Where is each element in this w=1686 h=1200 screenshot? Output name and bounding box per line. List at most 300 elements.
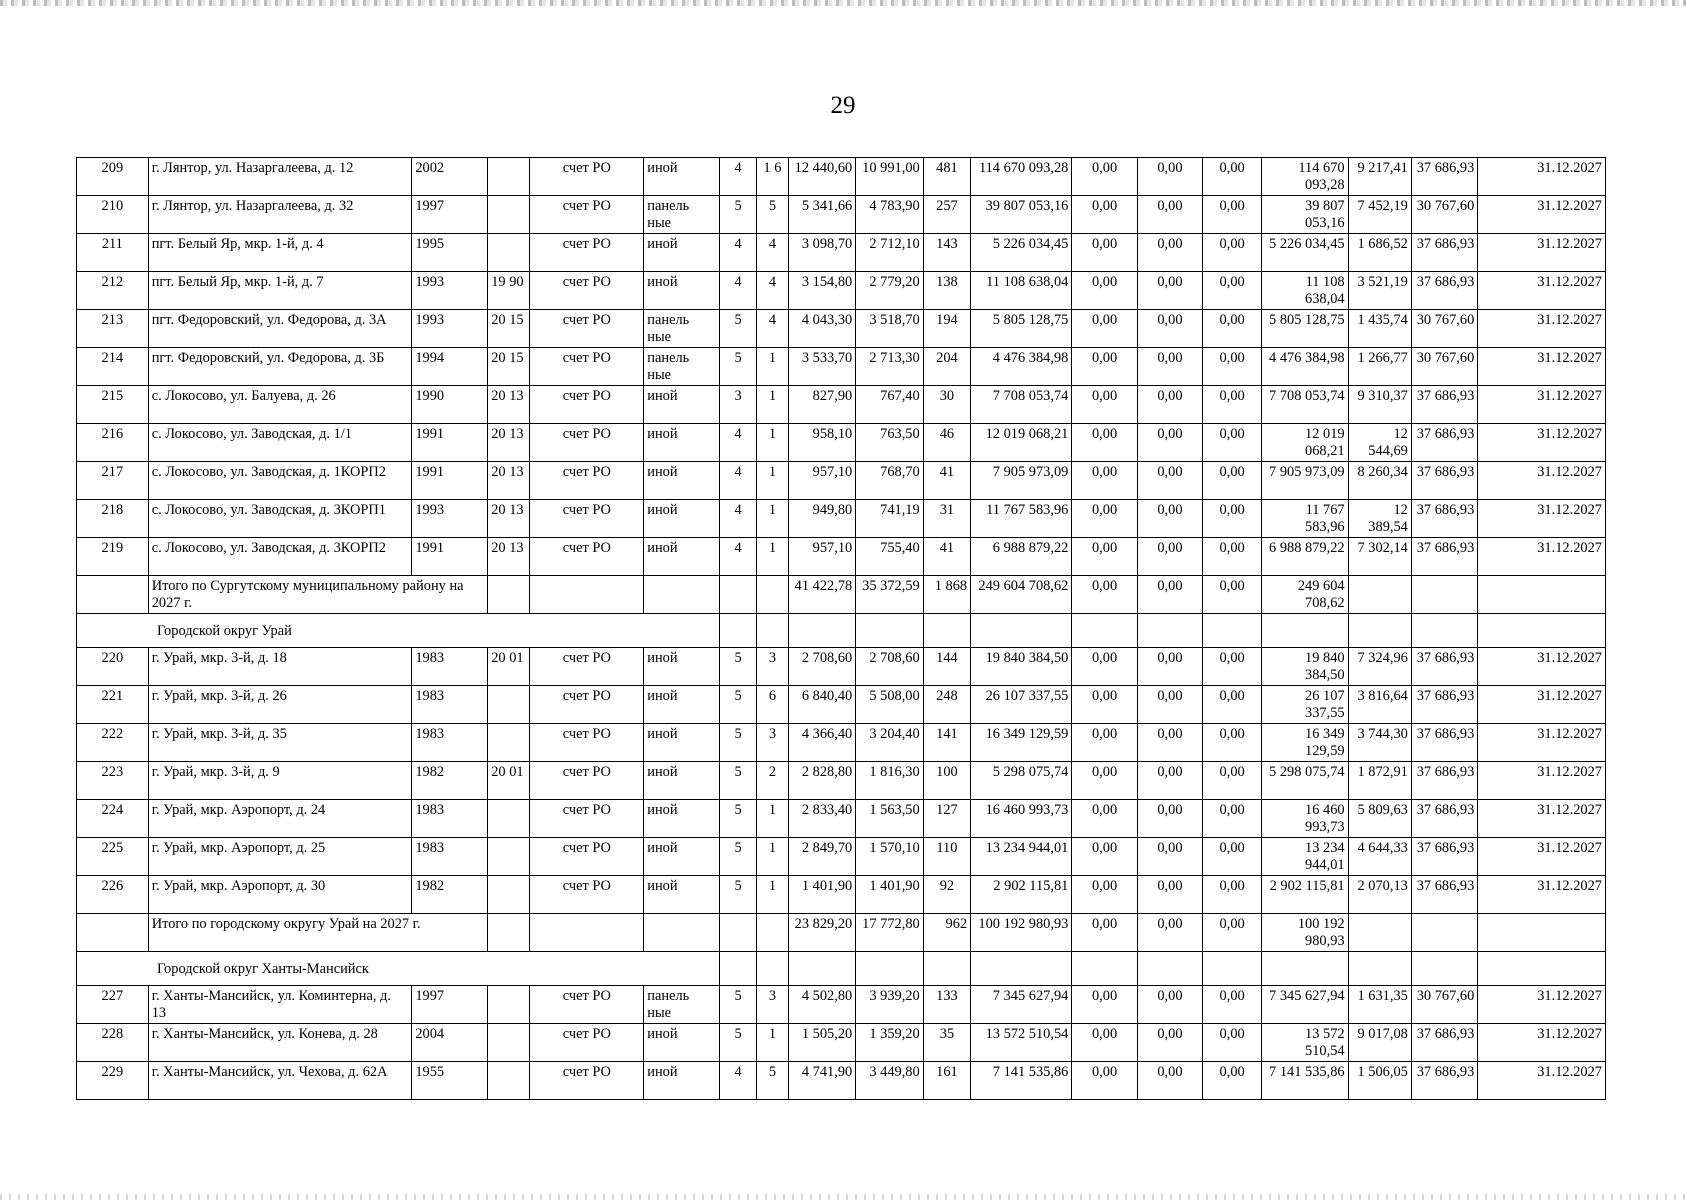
last-repair-year-cell (488, 234, 530, 272)
empty-cell (757, 952, 789, 986)
living-area-cell: 3 449,80 (856, 1062, 923, 1100)
last-repair-year-cell (488, 196, 530, 234)
max-unit-cost-cell: 37 686,93 (1411, 1024, 1477, 1062)
row-number: 229 (77, 1062, 149, 1100)
address-cell: г. Ханты-Мансийск, ул. Конева, д. 28 (148, 1024, 412, 1062)
max-unit-cost-cell: 37 686,93 (1411, 462, 1477, 500)
cost-cell: 0,00 (1137, 1062, 1202, 1100)
entrances-cell: 4 (757, 272, 789, 310)
row-number: 226 (77, 876, 149, 914)
deadline-cell: 31.12.2027 (1478, 386, 1606, 424)
empty-cell (530, 914, 644, 952)
wall-material-cell: иной (644, 838, 720, 876)
entrances-cell: 1 (757, 800, 789, 838)
residents-cell: 110 (923, 838, 970, 876)
commission-year-cell: 1995 (412, 234, 488, 272)
cost-cell: 0,00 (1072, 348, 1137, 386)
fund-method-cell: счет РО (530, 648, 644, 686)
deadline-cell: 31.12.2027 (1478, 1024, 1606, 1062)
empty-cell (1262, 952, 1348, 986)
table-row (77, 1024, 1606, 1062)
owner-fund-cost-cell: 16 349 129,59 (1262, 724, 1348, 762)
empty-cell (1137, 952, 1202, 986)
entrances-cell: 1 (757, 876, 789, 914)
row-number: 210 (77, 196, 149, 234)
max-unit-cost-cell: 37 686,93 (1411, 1062, 1477, 1100)
commission-year-cell: 1991 (412, 462, 488, 500)
table-row (77, 386, 1606, 424)
total-area-cell: 1 401,90 (788, 876, 855, 914)
cost-cell: 0,00 (1203, 272, 1262, 310)
owner-fund-cost-cell: 26 107 337,55 (1262, 686, 1348, 724)
wall-material-cell: иной (644, 762, 720, 800)
cost-cell: 0,00 (1203, 1024, 1262, 1062)
row-number: 215 (77, 386, 149, 424)
total-cost-cell: 11 767 583,96 (971, 500, 1072, 538)
address-cell: пгт. Белый Яр, мкр. 1-й, д. 7 (148, 272, 412, 310)
owner-fund-cost-cell: 5 805 128,75 (1262, 310, 1348, 348)
row-number: 216 (77, 424, 149, 462)
empty-cell (720, 952, 757, 986)
unit-cost-cell: 9 310,37 (1348, 386, 1411, 424)
cost-cell: 0,00 (1137, 272, 1202, 310)
deadline-cell: 31.12.2027 (1478, 348, 1606, 386)
cost-cell: 0,00 (1072, 1062, 1137, 1100)
wall-material-cell: иной (644, 386, 720, 424)
address-cell: г. Урай, мкр. Аэропорт, д. 25 (148, 838, 412, 876)
wall-material-cell: иной (644, 876, 720, 914)
owner-fund-cost-cell: 7 345 627,94 (1262, 986, 1348, 1024)
wall-material-cell: иной (644, 648, 720, 686)
wall-material-cell: иной (644, 800, 720, 838)
section-header-row (77, 952, 1606, 986)
empty-cell (1411, 914, 1477, 952)
total-area-cell: 949,80 (788, 500, 855, 538)
deadline-cell: 31.12.2027 (1478, 234, 1606, 272)
commission-year-cell: 1982 (412, 876, 488, 914)
commission-year-cell: 1994 (412, 348, 488, 386)
residents-cell: 41 (923, 538, 970, 576)
living-area-cell: 10 991,00 (856, 158, 923, 196)
last-repair-year-cell: 20 15 (488, 348, 530, 386)
cost-cell: 0,00 (1072, 762, 1137, 800)
wall-material-cell: иной (644, 158, 720, 196)
cost-cell: 0,00 (1203, 310, 1262, 348)
subtotal-label: Итого по Сургутскому муниципальному району на 2027 г. (148, 576, 488, 614)
residents-cell: 481 (923, 158, 970, 196)
cost-cell: 0,00 (1203, 838, 1262, 876)
row-number: 228 (77, 1024, 149, 1062)
fund-method-cell: счет РО (530, 686, 644, 724)
commission-year-cell: 1983 (412, 686, 488, 724)
total-cost-cell: 7 345 627,94 (971, 986, 1072, 1024)
cost-cell: 0,00 (1072, 686, 1137, 724)
table-row (77, 648, 1606, 686)
total-cost-cell: 11 108 638,04 (971, 272, 1072, 310)
unit-cost-cell: 3 521,19 (1348, 272, 1411, 310)
floors-cell: 5 (720, 1024, 757, 1062)
fund-method-cell: счет РО (530, 196, 644, 234)
subtotal-row (77, 576, 1606, 614)
housing-repair-register-table (76, 157, 1606, 1100)
max-unit-cost-cell: 37 686,93 (1411, 500, 1477, 538)
wall-material-cell: иной (644, 462, 720, 500)
residents-cell: 100 (923, 762, 970, 800)
subtotal-row (77, 914, 1606, 952)
commission-year-cell: 1955 (412, 1062, 488, 1100)
table-row (77, 272, 1606, 310)
table-row (77, 310, 1606, 348)
address-cell: г. Урай, мкр. Аэропорт, д. 24 (148, 800, 412, 838)
commission-year-cell: 1991 (412, 538, 488, 576)
cost-cell: 0,00 (1072, 1024, 1137, 1062)
living-area-cell: 3 204,40 (856, 724, 923, 762)
deadline-cell: 31.12.2027 (1478, 986, 1606, 1024)
empty-cell (971, 952, 1072, 986)
deadline-cell: 31.12.2027 (1478, 762, 1606, 800)
table-row (77, 800, 1606, 838)
deadline-cell: 31.12.2027 (1478, 1062, 1606, 1100)
empty-cell (856, 614, 923, 648)
total-cost-cell: 26 107 337,55 (971, 686, 1072, 724)
last-repair-year-cell: 20 13 (488, 462, 530, 500)
wall-material-cell: иной (644, 500, 720, 538)
floors-cell: 3 (720, 386, 757, 424)
empty-cell (77, 914, 149, 952)
total-area-cell: 12 440,60 (788, 158, 855, 196)
cost-cell: 0,00 (1072, 462, 1137, 500)
empty-cell (488, 576, 530, 614)
fund-method-cell: счет РО (530, 424, 644, 462)
floors-cell: 4 (720, 1062, 757, 1100)
total-cost-cell: 39 807 053,16 (971, 196, 1072, 234)
total-area-cell: 2 849,70 (788, 838, 855, 876)
cost-cell: 0,00 (1203, 686, 1262, 724)
empty-cell (720, 914, 757, 952)
max-unit-cost-cell: 37 686,93 (1411, 648, 1477, 686)
entrances-cell: 3 (757, 724, 789, 762)
wall-material-cell: иной (644, 272, 720, 310)
total-cost-cell: 7 905 973,09 (971, 462, 1072, 500)
empty-cell (530, 576, 644, 614)
cost-cell: 0,00 (1203, 386, 1262, 424)
last-repair-year-cell (488, 1062, 530, 1100)
row-number: 220 (77, 648, 149, 686)
cost-cell: 0,00 (1072, 876, 1137, 914)
empty-cell (757, 914, 789, 952)
fund-method-cell: счет РО (530, 538, 644, 576)
living-area-cell: 1 401,90 (856, 876, 923, 914)
owner-fund-cost-cell: 7 708 053,74 (1262, 386, 1348, 424)
empty-cell (1072, 952, 1137, 986)
empty-cell (1203, 952, 1262, 986)
last-repair-year-cell: 20 13 (488, 538, 530, 576)
deadline-cell: 31.12.2027 (1478, 876, 1606, 914)
address-cell: г. Лянтор, ул. Назаргалеева, д. 12 (148, 158, 412, 196)
empty-cell (1411, 614, 1477, 648)
fund-method-cell: счет РО (530, 462, 644, 500)
unit-cost-cell: 8 260,34 (1348, 462, 1411, 500)
living-area-cell: 3 518,70 (856, 310, 923, 348)
commission-year-cell: 1993 (412, 272, 488, 310)
unit-cost-cell: 9 017,08 (1348, 1024, 1411, 1062)
max-unit-cost-cell: 37 686,93 (1411, 686, 1477, 724)
unit-cost-cell: 12 544,69 (1348, 424, 1411, 462)
entrances-cell: 1 6 (757, 158, 789, 196)
unit-cost-cell: 3 816,64 (1348, 686, 1411, 724)
entrances-cell: 5 (757, 1062, 789, 1100)
owner-fund-cost-cell: 11 108 638,04 (1262, 272, 1348, 310)
fund-method-cell: счет РО (530, 1024, 644, 1062)
address-cell: с. Локосово, ул. Балуева, д. 26 (148, 386, 412, 424)
residents-cell: 204 (923, 348, 970, 386)
empty-cell (1348, 576, 1411, 614)
max-unit-cost-cell: 37 686,93 (1411, 724, 1477, 762)
cost-cell: 0,00 (1072, 272, 1137, 310)
empty-cell (1348, 614, 1411, 648)
total-area-cell: 41 422,78 (788, 576, 855, 614)
cost-cell: 0,00 (1072, 538, 1137, 576)
unit-cost-cell: 4 644,33 (1348, 838, 1411, 876)
max-unit-cost-cell: 37 686,93 (1411, 762, 1477, 800)
entrances-cell: 3 (757, 986, 789, 1024)
address-cell: г. Лянтор, ул. Назаргалеева, д. 32 (148, 196, 412, 234)
commission-year-cell: 2004 (412, 1024, 488, 1062)
total-area-cell: 4 741,90 (788, 1062, 855, 1100)
residents-cell: 133 (923, 986, 970, 1024)
owner-fund-cost-cell: 16 460 993,73 (1262, 800, 1348, 838)
commission-year-cell: 2002 (412, 158, 488, 196)
owner-fund-cost-cell: 13 234 944,01 (1262, 838, 1348, 876)
max-unit-cost-cell: 37 686,93 (1411, 538, 1477, 576)
cost-cell: 0,00 (1137, 576, 1202, 614)
residents-cell: 257 (923, 196, 970, 234)
scan-edge-top (0, 0, 1686, 6)
residents-cell: 46 (923, 424, 970, 462)
cost-cell: 0,00 (1137, 838, 1202, 876)
total-area-cell: 4 502,80 (788, 986, 855, 1024)
empty-cell (788, 614, 855, 648)
cost-cell: 0,00 (1072, 234, 1137, 272)
cost-cell: 0,00 (1203, 462, 1262, 500)
residents-cell: 1 868 (923, 576, 970, 614)
residents-cell: 141 (923, 724, 970, 762)
floors-cell: 5 (720, 310, 757, 348)
empty-cell (1411, 952, 1477, 986)
residents-cell: 31 (923, 500, 970, 538)
wall-material-cell: иной (644, 1062, 720, 1100)
total-area-cell: 827,90 (788, 386, 855, 424)
last-repair-year-cell (488, 800, 530, 838)
empty-cell (788, 952, 855, 986)
commission-year-cell: 1983 (412, 800, 488, 838)
max-unit-cost-cell: 37 686,93 (1411, 158, 1477, 196)
table-row (77, 1062, 1606, 1100)
fund-method-cell: счет РО (530, 158, 644, 196)
total-area-cell: 2 828,80 (788, 762, 855, 800)
empty-cell (856, 952, 923, 986)
living-area-cell: 755,40 (856, 538, 923, 576)
entrances-cell: 1 (757, 838, 789, 876)
deadline-cell: 31.12.2027 (1478, 538, 1606, 576)
floors-cell: 5 (720, 838, 757, 876)
residents-cell: 194 (923, 310, 970, 348)
cost-cell: 0,00 (1137, 800, 1202, 838)
table-row (77, 686, 1606, 724)
total-cost-cell: 19 840 384,50 (971, 648, 1072, 686)
floors-cell: 5 (720, 348, 757, 386)
total-area-cell: 4 366,40 (788, 724, 855, 762)
commission-year-cell: 1991 (412, 424, 488, 462)
owner-fund-cost-cell: 114 670 093,28 (1262, 158, 1348, 196)
commission-year-cell: 1993 (412, 310, 488, 348)
living-area-cell: 4 783,90 (856, 196, 923, 234)
cost-cell: 0,00 (1137, 876, 1202, 914)
living-area-cell: 2 713,30 (856, 348, 923, 386)
residents-cell: 248 (923, 686, 970, 724)
entrances-cell: 3 (757, 648, 789, 686)
living-area-cell: 741,19 (856, 500, 923, 538)
residents-cell: 30 (923, 386, 970, 424)
commission-year-cell: 1982 (412, 762, 488, 800)
total-cost-cell: 4 476 384,98 (971, 348, 1072, 386)
cost-cell: 0,00 (1137, 386, 1202, 424)
entrances-cell: 1 (757, 386, 789, 424)
unit-cost-cell: 7 324,96 (1348, 648, 1411, 686)
max-unit-cost-cell: 37 686,93 (1411, 234, 1477, 272)
deadline-cell: 31.12.2027 (1478, 838, 1606, 876)
total-area-cell: 3 098,70 (788, 234, 855, 272)
cost-cell: 0,00 (1137, 648, 1202, 686)
unit-cost-cell: 1 686,52 (1348, 234, 1411, 272)
owner-fund-cost-cell: 7 141 535,86 (1262, 1062, 1348, 1100)
section-header-row (77, 614, 1606, 648)
address-cell: пгт. Федоровский, ул. Федорова, д. 3Б (148, 348, 412, 386)
cost-cell: 0,00 (1203, 1062, 1262, 1100)
max-unit-cost-cell: 37 686,93 (1411, 838, 1477, 876)
row-number: 211 (77, 234, 149, 272)
deadline-cell: 31.12.2027 (1478, 158, 1606, 196)
living-area-cell: 2 712,10 (856, 234, 923, 272)
total-cost-cell: 6 988 879,22 (971, 538, 1072, 576)
last-repair-year-cell: 20 01 (488, 762, 530, 800)
residents-cell: 41 (923, 462, 970, 500)
cost-cell: 0,00 (1203, 196, 1262, 234)
cost-cell: 0,00 (1072, 724, 1137, 762)
cost-cell: 0,00 (1137, 538, 1202, 576)
cost-cell: 0,00 (1072, 914, 1137, 952)
owner-fund-cost-cell: 100 192 980,93 (1262, 914, 1348, 952)
total-cost-cell: 5 226 034,45 (971, 234, 1072, 272)
address-cell: г. Урай, мкр. 3-й, д. 9 (148, 762, 412, 800)
row-number: 221 (77, 686, 149, 724)
address-cell: пгт. Белый Яр, мкр. 1-й, д. 4 (148, 234, 412, 272)
cost-cell: 0,00 (1203, 914, 1262, 952)
empty-cell (1478, 614, 1606, 648)
last-repair-year-cell: 20 13 (488, 500, 530, 538)
table-row (77, 500, 1606, 538)
total-area-cell: 23 829,20 (788, 914, 855, 952)
residents-cell: 144 (923, 648, 970, 686)
fund-method-cell: счет РО (530, 272, 644, 310)
unit-cost-cell: 12 389,54 (1348, 500, 1411, 538)
living-area-cell: 2 708,60 (856, 648, 923, 686)
section-title: Городской округ Урай (77, 614, 720, 648)
cost-cell: 0,00 (1137, 1024, 1202, 1062)
owner-fund-cost-cell: 6 988 879,22 (1262, 538, 1348, 576)
commission-year-cell: 1990 (412, 386, 488, 424)
scan-edge-bottom (0, 1194, 1686, 1200)
empty-cell (1072, 614, 1137, 648)
address-cell: г. Урай, мкр. 3-й, д. 35 (148, 724, 412, 762)
living-area-cell: 767,40 (856, 386, 923, 424)
floors-cell: 4 (720, 462, 757, 500)
empty-cell (1478, 576, 1606, 614)
cost-cell: 0,00 (1137, 462, 1202, 500)
living-area-cell: 763,50 (856, 424, 923, 462)
total-cost-cell: 100 192 980,93 (971, 914, 1072, 952)
fund-method-cell: счет РО (530, 310, 644, 348)
residents-cell: 161 (923, 1062, 970, 1100)
table-row (77, 762, 1606, 800)
address-cell: г. Ханты-Мансийск, ул. Чехова, д. 62А (148, 1062, 412, 1100)
owner-fund-cost-cell: 11 767 583,96 (1262, 500, 1348, 538)
address-cell: г. Урай, мкр. 3-й, д. 26 (148, 686, 412, 724)
entrances-cell: 1 (757, 424, 789, 462)
empty-cell (1478, 952, 1606, 986)
fund-method-cell: счет РО (530, 762, 644, 800)
deadline-cell: 31.12.2027 (1478, 272, 1606, 310)
owner-fund-cost-cell: 39 807 053,16 (1262, 196, 1348, 234)
unit-cost-cell: 1 872,91 (1348, 762, 1411, 800)
last-repair-year-cell (488, 986, 530, 1024)
floors-cell: 4 (720, 272, 757, 310)
row-number: 213 (77, 310, 149, 348)
last-repair-year-cell (488, 876, 530, 914)
table-row (77, 348, 1606, 386)
total-area-cell: 2 833,40 (788, 800, 855, 838)
unit-cost-cell: 1 506,05 (1348, 1062, 1411, 1100)
fund-method-cell: счет РО (530, 986, 644, 1024)
empty-cell (971, 614, 1072, 648)
last-repair-year-cell (488, 724, 530, 762)
fund-method-cell: счет РО (530, 800, 644, 838)
owner-fund-cost-cell: 5 298 075,74 (1262, 762, 1348, 800)
cost-cell: 0,00 (1137, 196, 1202, 234)
living-area-cell: 17 772,80 (856, 914, 923, 952)
empty-cell (1411, 576, 1477, 614)
last-repair-year-cell: 19 90 (488, 272, 530, 310)
last-repair-year-cell (488, 158, 530, 196)
commission-year-cell: 1983 (412, 724, 488, 762)
row-number: 209 (77, 158, 149, 196)
entrances-cell: 1 (757, 1024, 789, 1062)
cost-cell: 0,00 (1072, 196, 1137, 234)
cost-cell: 0,00 (1072, 386, 1137, 424)
deadline-cell: 31.12.2027 (1478, 196, 1606, 234)
empty-cell (644, 914, 720, 952)
empty-cell (757, 576, 789, 614)
empty-cell (77, 576, 149, 614)
table-row (77, 986, 1606, 1024)
unit-cost-cell: 9 217,41 (1348, 158, 1411, 196)
cost-cell: 0,00 (1137, 914, 1202, 952)
deadline-cell: 31.12.2027 (1478, 310, 1606, 348)
subtotal-label: Итого по городскому округу Урай на 2027 г. (148, 914, 488, 952)
cost-cell: 0,00 (1137, 500, 1202, 538)
total-area-cell: 1 505,20 (788, 1024, 855, 1062)
wall-material-cell: иной (644, 1024, 720, 1062)
